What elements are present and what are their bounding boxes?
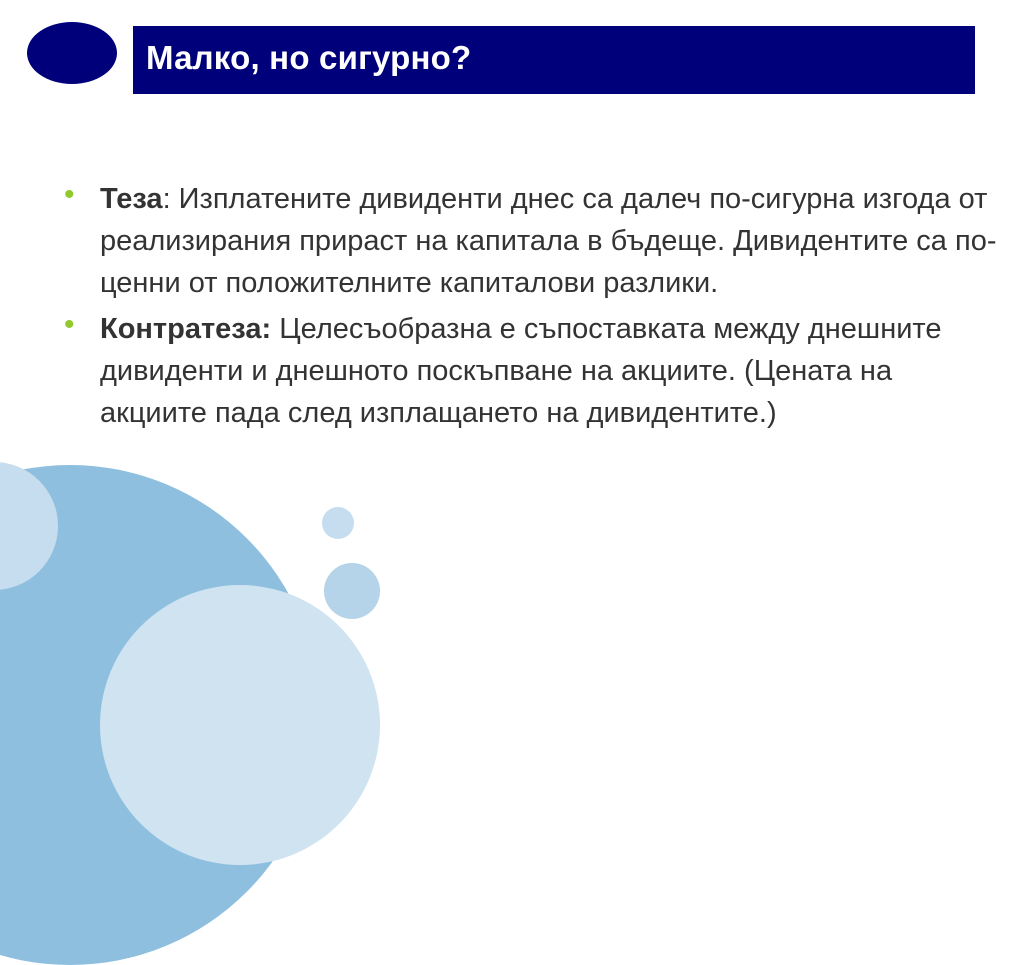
title-oval-decoration	[27, 22, 117, 84]
bullet-item-thesis	[64, 178, 1005, 304]
slide-content	[64, 178, 1005, 438]
decorative-circle-light	[100, 585, 380, 865]
bullet-text: Целесъобразна е съпоставката между днешните дивиденти и днешното поскъпване на акциите. (Цената на акциите пада след изплащането на дивидентите.)	[100, 313, 942, 429]
bullet-term: Контратеза:	[100, 313, 272, 345]
bullet-term: Теза	[100, 183, 163, 215]
decorative-circle-medium	[324, 563, 380, 619]
slide-title: Малко, но сигурно?	[146, 39, 472, 76]
title-bar	[133, 26, 975, 94]
decorative-circle-small	[322, 507, 354, 539]
bullet-icon: •	[64, 178, 75, 211]
bullet-icon: •	[64, 308, 75, 341]
bullet-separator: :	[162, 183, 171, 215]
bullet-item-antithesis	[64, 308, 1005, 434]
bullet-text: Изплатените дивиденти днес са далеч по-сигурна изгода от реализирания прираст на капитала в бъдеще. Дивидентите са по-ценни от положителните капиталови разлики.	[100, 183, 997, 299]
